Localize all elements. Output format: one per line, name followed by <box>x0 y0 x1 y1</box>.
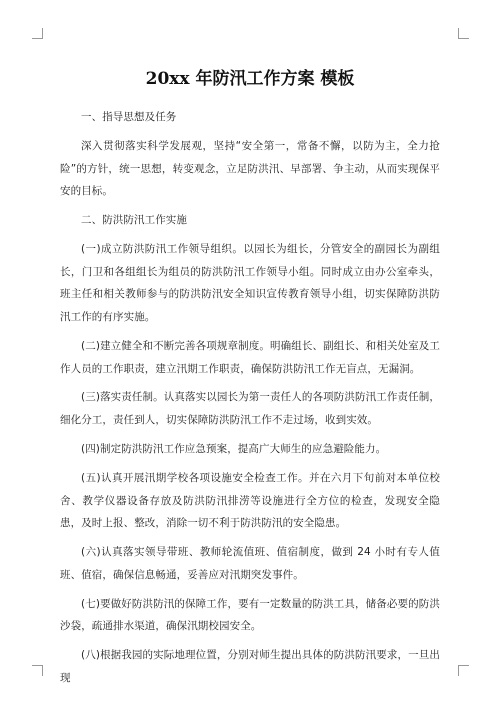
paragraph: (四)制定防洪防汛工作应急预案，提高广大师生的应急避险能力。 <box>81 443 387 456</box>
paragraph: 深入贯彻落实科学发展观，坚持“安全第一，常备不懈，以防为主，全力抢险”的方针，统一思想，转变观念，立足防洪汛、早部署、争主动，从而实现保平安的目标。 <box>60 139 440 198</box>
heading-guiding-ideology: 一、指导思想及任务 <box>81 111 177 123</box>
paragraph: (三)落实责任制。认真落实以园长为第一责任人的各项防洪防汛工作责任制，细化分工，责任到人，切实保障防洪防汛工作不走过场，收到实效。 <box>60 391 440 427</box>
crop-mark-top-left <box>32 28 43 39</box>
paragraph: (五)认真开展汛期学校各项设施安全检查工作。并在六月下旬前对本单位校舍、教学仪器设备存放及防洪防汛排涝等设施进行全方位的检查，发现安全隐患，及时上报、整改，消除一切不利于防洪防汛的安全隐患。 <box>60 472 440 530</box>
heading-implementation: 二、防洪防汛工作实施 <box>81 214 187 227</box>
crop-mark-bottom-right <box>458 665 469 676</box>
document-title: 20xx 年防汛工作方案 模板 <box>145 69 355 89</box>
paragraph: (七)要做好防洪防汛的保障工作，要有一定数量的防洪工具，储备必要的防洪沙袋，疏通排水渠道，确保汛期校园安全。 <box>60 597 440 633</box>
paragraph: (八)根据我园的实际地理位置，分别对师生提出具体的防洪防汛要求，一旦出现 <box>60 649 440 684</box>
paragraph: (一)成立防洪防汛工作领导组织。以园长为组长，分管安全的副园长为副组长，门卫和各组组长为组员的防洪防汛工作领导小组。同时成立由办公室牵头，班主任和相关教师参与的防洪防汛安全知识宣传教育领导小组，切实保障防洪防汛工作的有序实施。 <box>60 243 440 323</box>
paragraph: (二)建立健全和不断完善各项规章制度。明确组长、副组长、和相关处室及工作人员的工作职责，建立汛期工作职责，确保防洪防汛工作无盲点，无漏洞。 <box>60 339 440 375</box>
crop-mark-bottom-left <box>32 665 43 676</box>
document-body <box>60 106 440 696</box>
crop-mark-top-right <box>458 28 469 39</box>
paragraph: (六)认真落实领导带班、教师轮流值班、值宿制度，做到 24 小时有专人值班、值宿，确保信息畅通，妥善应对汛期突发事件。 <box>60 546 440 581</box>
